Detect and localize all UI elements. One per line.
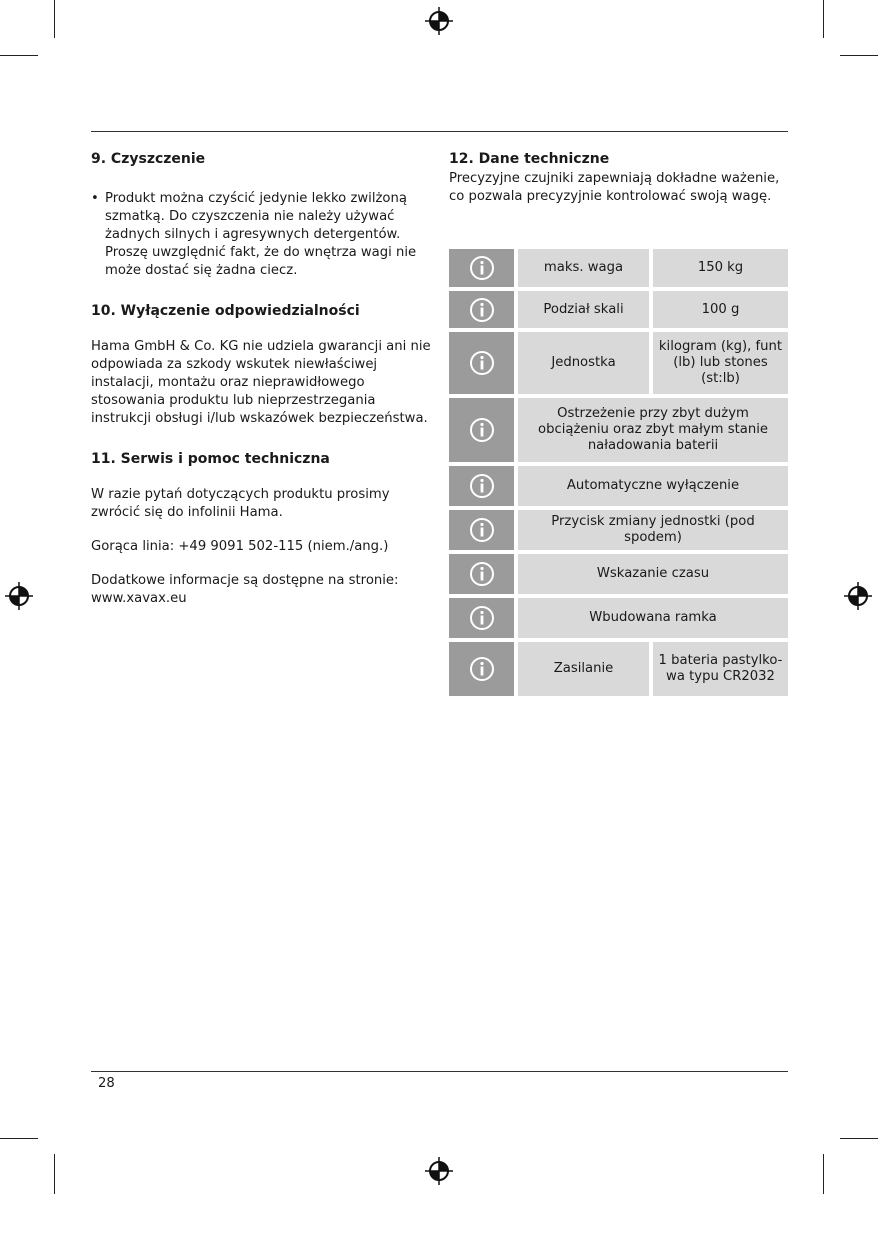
spec-row [449, 510, 788, 550]
spec-row [449, 642, 788, 696]
crop-mark [823, 0, 824, 38]
crop-mark [54, 0, 55, 38]
spec-value: 1 bateria pastylko-wa typu CR2032 [653, 642, 788, 696]
registration-mark-icon [424, 1156, 454, 1186]
spec-label: Automatyczne wyłączenie [518, 466, 788, 506]
spec-icon-cell [449, 332, 514, 394]
page-number: 28 [98, 1076, 115, 1091]
spec-label: Zasilanie [518, 642, 649, 696]
header-rule [91, 131, 788, 132]
section-title-cleaning: 9. Czyszczenie [91, 151, 206, 167]
spec-label: Wskazanie czasu [518, 554, 788, 594]
tech-intro-text: Precyzyjne czujniki zapewniają dokładne ważenie, co pozwala precyzyjnie kontrolować swoją wagę. [449, 171, 780, 204]
spec-row [449, 398, 788, 462]
spec-label: maks. waga [518, 249, 649, 287]
info-icon [469, 417, 495, 443]
disclaimer-text: Hama GmbH & Co. KG nie udziela gwarancji ani nie odpowiada za szkody wskutek niewłaściwej instalacji, montażu oraz nieprawidłowego stosowania produktu lub nieprzestrzegania instrukcji obsługi i/lub wskazówek bezpieczeństwa. [91, 339, 431, 426]
bullet-item [91, 190, 431, 280]
spec-label: Przycisk zmiany jednostki (pod spodem) [518, 510, 788, 550]
info-icon [469, 605, 495, 631]
spec-label: Jednostka [518, 332, 649, 394]
spec-label: Podział skali [518, 291, 649, 328]
spec-value: 100 g [653, 291, 788, 328]
spec-value: kilogram (kg), funt (lb) lub stones (st:lb) [653, 332, 788, 394]
spec-row [449, 466, 788, 506]
footer-rule [91, 1071, 788, 1072]
crop-mark [0, 1138, 38, 1139]
spec-row [449, 598, 788, 638]
spec-icon-cell [449, 249, 514, 287]
section-title-tech: 12. Dane techniczne [449, 151, 610, 167]
spec-icon-cell [449, 291, 514, 328]
spec-icon-cell [449, 466, 514, 506]
info-icon [469, 297, 495, 323]
spec-row [449, 249, 788, 287]
info-icon [469, 473, 495, 499]
spec-icon-cell [449, 398, 514, 462]
info-icon [469, 561, 495, 587]
registration-mark-icon [843, 581, 873, 611]
info-icon [469, 255, 495, 281]
spec-icon-cell [449, 598, 514, 638]
service-text: W razie pytań dotyczących produktu prosimy zwrócić się do infolinii Hama. [91, 487, 390, 520]
cleaning-text: Produkt można czyścić jedynie lekko zwilżoną szmatką. Do czyszczenia nie należy używać żadnych silnych i agresywnych detergentów. Proszę uwzględnić fakt, że do wnętrza wagi nie może dostać się żadna ciecz. [105, 191, 417, 278]
spec-icon-cell [449, 554, 514, 594]
section-title-service: 11. Serwis i pomoc techniczna [91, 451, 330, 467]
registration-mark-icon [424, 6, 454, 36]
crop-mark [840, 55, 878, 56]
crop-mark [840, 1138, 878, 1139]
spec-row [449, 332, 788, 394]
crop-mark [0, 55, 38, 56]
spec-table [449, 249, 788, 700]
section-title-disclaimer: 10. Wyłączenie odpowiedzialności [91, 303, 360, 319]
right-column [449, 150, 789, 206]
spec-row [449, 291, 788, 328]
bullet-dot-icon: • [91, 191, 99, 206]
left-column [91, 150, 431, 608]
spec-value: 150 kg [653, 249, 788, 287]
info-icon [469, 350, 495, 376]
more-info-text: Dodatkowe informacje są dostępne na stronie: www.xavax.eu [91, 573, 399, 606]
spec-label: Ostrzeżenie przy zbyt dużym obciążeniu oraz zbyt małym stanie naładowania baterii [518, 398, 788, 462]
spec-row [449, 554, 788, 594]
spec-icon-cell [449, 510, 514, 550]
hotline-text: Gorąca linia: +49 9091 502-115 (niem./ang.) [91, 539, 389, 554]
spec-label: Wbudowana ramka [518, 598, 788, 638]
crop-mark [54, 1154, 55, 1194]
spec-icon-cell [449, 642, 514, 696]
crop-mark [823, 1154, 824, 1194]
info-icon [469, 656, 495, 682]
info-icon [469, 517, 495, 543]
registration-mark-icon [4, 581, 34, 611]
